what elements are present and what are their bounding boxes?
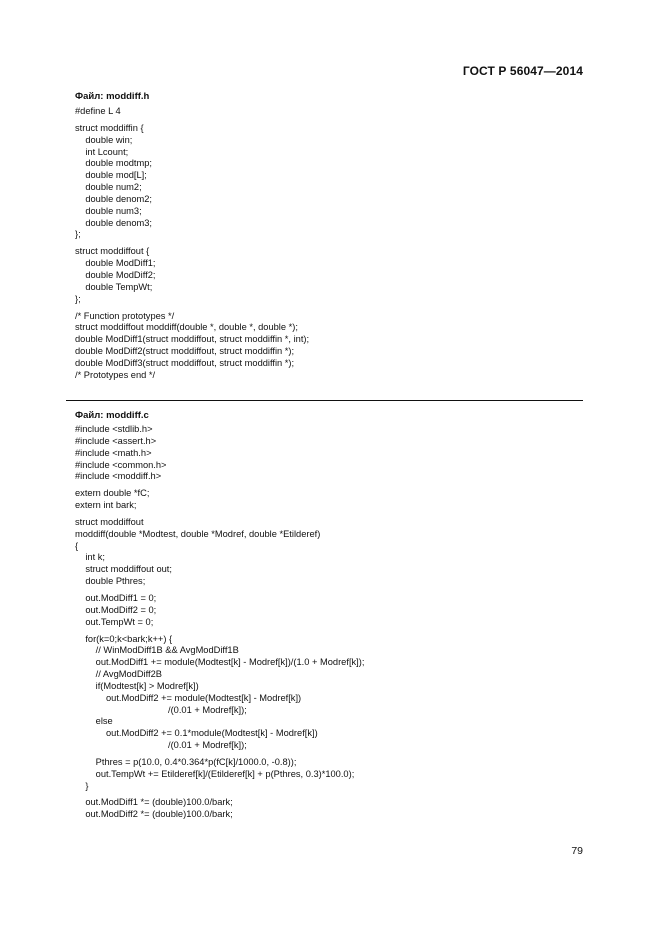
code-line: double num3;: [75, 205, 142, 216]
code-line: /(0.01 + Modref[k]);: [75, 704, 247, 715]
code-line: #include <math.h>: [75, 447, 152, 458]
file-title-moddiff-h: Файл: moddiff.h: [75, 91, 150, 102]
code-line: out.ModDiff2 += module(Modtest[k] - Modref[k]): [75, 692, 302, 703]
code-line: out.ModDiff2 += 0.1*module(Modtest[k] - Modref[k]): [75, 728, 318, 739]
code-line: int Lcount;: [75, 146, 129, 157]
code-line: else: [75, 716, 113, 727]
code-line: double ModDiff3(struct moddiffout, struct moddiffin *);: [75, 357, 295, 368]
code-listing-moddiff-h: [75, 106, 595, 382]
code-line: out.ModDiff1 *= (double)100.0/bark;: [75, 797, 233, 808]
code-line: Pthres = p(10.0, 0.4*0.364*p(fC[k]/1000.0, -0.8));: [75, 756, 297, 767]
code-line: out.TempWt += Etilderef[k]/(Etilderef[k] + p(Pthres, 0.3)*100.0);: [75, 768, 355, 779]
code-line: out.ModDiff1 = 0;: [75, 592, 157, 603]
code-line: if(Modtest[k] > Modref[k]): [75, 680, 199, 691]
code-line: struct moddiffin {: [75, 122, 144, 133]
code-line: /(0.01 + Modref[k]);: [75, 740, 247, 751]
code-line: moddiff(double *Modtest, double *Modref, double *Etilderef): [75, 528, 321, 539]
code-line: extern int bark;: [75, 500, 137, 511]
code-line: double win;: [75, 134, 133, 145]
code-line: struct moddiffout moddiff(double *, double *, double *);: [75, 322, 298, 333]
code-line: double modtmp;: [75, 158, 152, 169]
code-line: double mod[L];: [75, 170, 147, 181]
file-title-moddiff-c: Файл: moddiff.c: [75, 410, 149, 421]
code-line: double Pthres;: [75, 576, 146, 587]
code-line: double denom2;: [75, 193, 153, 204]
code-line: // WinModDiff1B && AvgModDiff1B: [75, 645, 239, 656]
code-line: }: [75, 780, 89, 791]
code-line: double num2;: [75, 182, 142, 193]
code-line: #include <stdlib.h>: [75, 424, 153, 434]
code-line: out.ModDiff2 = 0;: [75, 604, 157, 615]
code-line: double ModDiff2(struct moddiffout, struct moddiffin *);: [75, 346, 295, 357]
section-divider: [66, 400, 583, 401]
code-line: };: [75, 293, 81, 304]
code-line: struct moddiffout: [75, 516, 144, 527]
code-line: #include <assert.h>: [75, 435, 157, 446]
code-line: {: [75, 540, 79, 551]
code-line: extern double *fC;: [75, 488, 150, 499]
code-line: };: [75, 229, 81, 240]
code-line: double ModDiff1(struct moddiffout, struct moddiffin *, int);: [75, 334, 310, 345]
document-header: ГОСТ Р 56047—2014: [462, 64, 583, 78]
code-line: double ModDiff2;: [75, 269, 156, 280]
code-line: for(k=0;k<bark;k++) {: [75, 633, 173, 644]
code-line: double ModDiff1;: [75, 258, 156, 269]
code-line: struct moddiffout out;: [75, 564, 172, 575]
code-line: int k;: [75, 552, 105, 563]
code-line: out.ModDiff2 *= (double)100.0/bark;: [75, 809, 233, 820]
code-line: double denom3;: [75, 217, 153, 228]
code-line: out.ModDiff1 += module(Modtest[k] - Modref[k])/(1.0 + Modref[k]);: [75, 657, 365, 668]
code-line: double TempWt;: [75, 281, 153, 292]
page-number: 79: [571, 845, 583, 857]
code-line: out.TempWt = 0;: [75, 616, 154, 627]
code-line: struct moddiffout {: [75, 246, 150, 257]
code-line: /* Function prototypes */: [75, 310, 175, 321]
code-line: #include <common.h>: [75, 459, 167, 470]
code-listing-moddiff-c: [75, 424, 595, 821]
code-line: #include <moddiff.h>: [75, 471, 162, 482]
code-line: // AvgModDiff2B: [75, 669, 162, 680]
code-line: #define L 4: [75, 106, 121, 116]
code-line: /* Prototypes end */: [75, 369, 156, 380]
